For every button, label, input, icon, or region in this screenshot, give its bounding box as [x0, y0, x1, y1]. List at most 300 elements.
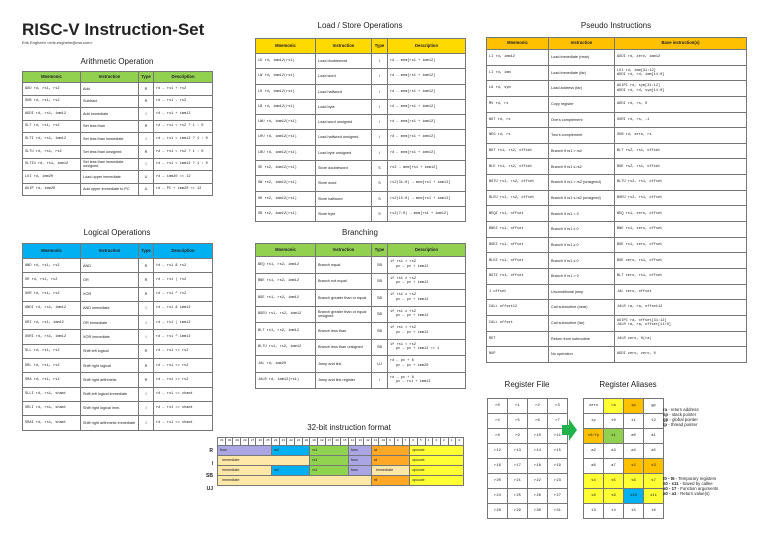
alias-row — [584, 414, 664, 429]
mnemonic-cell: AND rd, rs1, rs2 — [23, 259, 81, 273]
base-cell — [615, 237, 747, 253]
format-field: opcode — [410, 466, 464, 476]
pseudo-row — [487, 143, 747, 159]
register-cell: r19 — [548, 459, 568, 474]
alias-cell: a1 — [644, 429, 664, 444]
base-cell — [615, 143, 747, 159]
bit-number: 18 — [317, 438, 325, 446]
logical-row — [23, 359, 213, 373]
bit-number: 20 — [302, 438, 310, 446]
instruction-cell: Set less than — [81, 120, 139, 133]
alias-cell: sp — [624, 399, 644, 414]
format-field: rs2 — [271, 446, 309, 456]
branch-row — [256, 290, 466, 307]
base-line: BLTU rs2, rs1, offset — [617, 180, 663, 185]
logical-row — [23, 387, 213, 401]
description-cell: rd ← rs1 >> shamt — [154, 401, 213, 415]
format-field: rd — [371, 456, 409, 466]
bit-number: 21 — [294, 438, 302, 446]
mnemonic-cell: LA rd, sym — [487, 81, 549, 97]
mnemonic-cell: SW rs2, imm12(rs1) — [256, 176, 316, 191]
register-alias-table — [583, 398, 664, 519]
base-cell — [615, 81, 747, 97]
register-row — [488, 504, 568, 519]
bit-number: 10 — [379, 438, 387, 446]
bit-number: 11 — [371, 438, 379, 446]
instruction-cell: Shift right arithmetic — [81, 373, 139, 387]
description-cell: rd ← mem[rs1 + imm12] — [388, 99, 466, 114]
instruction-cell: Branch if rs1 ≤ 0 — [549, 253, 615, 269]
format-type-label: I — [211, 460, 213, 467]
logical-row — [23, 259, 213, 273]
type-cell: S — [372, 206, 388, 221]
description-line: if rs1 = rs2 — [390, 260, 416, 265]
instruction-cell: Load word unsigned — [316, 115, 372, 130]
register-cell: r10 — [528, 429, 548, 444]
mnemonic-cell: JAL rd, imm20 — [256, 356, 316, 373]
alias-row — [584, 459, 664, 474]
branching-title: Branching — [341, 228, 379, 237]
format-field: opcode — [410, 446, 464, 456]
arith-row — [23, 120, 213, 133]
mnemonic-cell: BGEZ rs1, offset — [487, 237, 549, 253]
author-line: Erik Engheim <erik.engheim@ma.com> — [22, 40, 93, 45]
description-cell: rd ← rs1 < rs2 ? 1 : 0 — [154, 120, 213, 133]
instruction-cell: Store byte — [316, 206, 372, 221]
type-cell: R — [139, 287, 154, 301]
logical-row — [23, 316, 213, 330]
bit-number: 24 — [271, 438, 279, 446]
col-type: Type — [139, 244, 154, 259]
instruction-cell: Store word — [316, 176, 372, 191]
register-cell: r4 — [488, 414, 508, 429]
bit-number: 8 — [394, 438, 402, 446]
base-cell — [615, 175, 747, 191]
mnemonic-cell: SRA rd, rs1, rs2 — [23, 373, 81, 387]
bit-number: 12 — [364, 438, 372, 446]
instruction-cell: Shift left logical — [81, 344, 139, 358]
base-line: BGE rs1, zero, offset — [617, 242, 663, 247]
alias-cell: a4 — [624, 444, 644, 459]
bit-number: 17 — [325, 438, 333, 446]
type-cell: SB — [372, 273, 388, 290]
logical-row — [23, 401, 213, 415]
format-field: rd — [371, 446, 409, 456]
loadstore-row — [256, 130, 466, 145]
alias-cell: s0/fp — [584, 429, 604, 444]
mnemonic-cell: BGE rs1, rs2, imm12 — [256, 290, 316, 307]
bit-number: 14 — [348, 438, 356, 446]
format-field: rs1 — [310, 446, 348, 456]
mnemonic-cell: LW rd, imm12(rs1) — [256, 69, 316, 84]
instruction-cell: Shift right logical imm. — [81, 401, 139, 415]
base-line: ADDI rd, rd, imm[11:0] — [617, 72, 665, 77]
alias-cell: s2 — [624, 459, 644, 474]
instruction-cell: Shift right logical — [81, 359, 139, 373]
alias-cell: s7 — [644, 474, 664, 489]
format-field: func — [348, 456, 371, 466]
description-cell: rd ← imm20 << 12 — [154, 171, 213, 184]
instruction-cell: One's complement — [549, 112, 615, 128]
bit-number: 2 — [440, 438, 448, 446]
description-cell: rd ← rs1 & imm12 — [154, 301, 213, 315]
description-cell: rd ← mem[rs1 + imm12] — [388, 130, 466, 145]
pseudo-row — [487, 347, 747, 363]
alias-cell: s3 — [644, 459, 664, 474]
base-line: JAL zero, offset — [617, 289, 652, 294]
type-cell: SB — [372, 339, 388, 356]
format-field: func — [348, 466, 371, 476]
description-cell: rs2(7:0) → mem[rs1 + imm12] — [388, 206, 466, 221]
bit-number: 4 — [425, 438, 433, 446]
format-type-label: SB — [206, 473, 213, 479]
description-line: pc ← pc + imm12 — [396, 330, 429, 335]
description-cell: rd ← mem[rs1 + imm12] — [388, 145, 466, 160]
description-cell: rd ← rs1 << shamt — [154, 387, 213, 401]
instruction-cell: Branch less than — [316, 323, 372, 340]
mnemonic-cell: BNEZ rs1, offset — [487, 222, 549, 238]
col-instruction: Instruction — [316, 244, 372, 257]
instruction-cell: Branch if rs1 ≠ 0 — [549, 222, 615, 238]
instruction-cell: Set less than immediate unsigned — [81, 158, 139, 171]
pseudo-row — [487, 284, 747, 300]
description-line: pc ← pc + imm12 << 1 — [396, 347, 440, 352]
base-line: BNE rs1, zero, offset — [617, 227, 663, 232]
register-cell: r27 — [548, 489, 568, 504]
mnemonic-cell: SRLI rd, rs1, shamt — [23, 401, 81, 415]
col-instruction: Instruction — [316, 39, 372, 54]
type-cell: I — [139, 330, 154, 344]
description-line: pc ← pc + imm12 — [396, 264, 429, 269]
instruction-cell: Load doubleword — [316, 54, 372, 69]
instruction-cell: AND immediate — [81, 301, 139, 315]
base-line: BLT rs2, rs1, offset — [617, 149, 661, 154]
register-cell: r1 — [508, 399, 528, 414]
mnemonic-cell: SRAI rd, rs1, shamt — [23, 416, 81, 430]
mnemonic-cell: BEQZ rs1, offset — [487, 206, 549, 222]
type-cell: I — [139, 108, 154, 121]
instruction-cell: Add immediate — [81, 108, 139, 121]
pseudo-row — [487, 175, 747, 191]
mnemonic-cell: AUIP rd, imm20 — [23, 183, 81, 196]
type-cell: I — [139, 301, 154, 315]
format-field: func — [218, 446, 272, 456]
bit-number: 1 — [448, 438, 456, 446]
base-line: AUIPC ra, offset[31:12] — [617, 318, 667, 323]
bit-number: 16 — [333, 438, 341, 446]
col-description: Description — [388, 39, 466, 54]
logical-table — [22, 243, 213, 431]
instruction-cell: XOR — [81, 287, 139, 301]
base-line: ADDI rd, zero, imm12 — [617, 55, 661, 60]
description-cell: rs2(15:0) → mem[rs1 + imm12] — [388, 191, 466, 206]
alias-cell: a6 — [584, 459, 604, 474]
mnemonic-cell: SLT rd, rs1, rs2 — [23, 120, 81, 133]
mnemonic-cell: RET — [487, 331, 549, 347]
description-cell: rd ← rs1 >> rs2 — [154, 373, 213, 387]
instruction-cell: Shift right arithmetic immediate — [81, 416, 139, 430]
arith-title: Arithmetic Operation — [80, 57, 154, 66]
pseudo-row — [487, 190, 747, 206]
base-cell — [615, 190, 747, 206]
mnemonic-cell: LH rd, imm12(rs1) — [256, 84, 316, 99]
description-cell: rd ← mem[rs1 + imm12] — [388, 54, 466, 69]
loadstore-row — [256, 161, 466, 176]
description-cell — [388, 323, 466, 340]
instruction-cell: No operation — [549, 347, 615, 363]
register-row — [488, 399, 568, 414]
description-cell — [388, 290, 466, 307]
pseudo-row — [487, 315, 747, 331]
alias-cell: gp — [644, 399, 664, 414]
base-cell — [615, 315, 747, 331]
register-cell: r28 — [488, 504, 508, 519]
instruction-cell: Set less than immediate — [81, 133, 139, 146]
register-row — [488, 459, 568, 474]
type-cell: SB — [372, 290, 388, 307]
register-cell: r9 — [508, 429, 528, 444]
base-line: JALR ra, ra, offset12 — [617, 305, 663, 310]
bit-number: 15 — [341, 438, 349, 446]
alias-row — [584, 504, 664, 519]
register-row — [488, 429, 568, 444]
bit-number: 26 — [256, 438, 264, 446]
format-row — [218, 476, 464, 486]
description-cell — [388, 257, 466, 274]
alias-cell: s9 — [604, 489, 624, 504]
description-cell: rd ← rs1 < imm12 ? 1 : 0 — [154, 133, 213, 146]
loadstore-row — [256, 115, 466, 130]
mnemonic-cell: BLT rs1, rs2, imm12 — [256, 323, 316, 340]
description-cell: rd ← rs1 >> shamt — [154, 416, 213, 430]
mnemonic-cell: LUI rd, imm20 — [23, 171, 81, 184]
description-line: pc ← pc + imm20 — [396, 363, 429, 368]
description-line: if rs1 < rs2 — [390, 342, 416, 347]
mnemonic-cell: SRL rd, rs1, rs2 — [23, 359, 81, 373]
mnemonic-cell: XOR rd, rs1, rs2 — [23, 287, 81, 301]
branch-row — [256, 273, 466, 290]
mnemonic-cell: ORI rd, rs1, imm12 — [23, 316, 81, 330]
alias-cell: s8 — [584, 489, 604, 504]
arrow-right-icon — [562, 418, 578, 442]
pseudo-row — [487, 81, 747, 97]
instruction-cell: Load word — [316, 69, 372, 84]
pseudo-row — [487, 268, 747, 284]
bit-number: 23 — [279, 438, 287, 446]
mnemonic-cell: NEG rd, rs — [487, 128, 549, 144]
mnemonic-cell: ADDI rd, rs1, imm12 — [23, 108, 81, 121]
type-cell: R — [139, 344, 154, 358]
instruction-cell: AND — [81, 259, 139, 273]
instruction-cell: Branch equal — [316, 257, 372, 274]
pseudo-row — [487, 159, 747, 175]
col-mnemonic: Mnemonic — [256, 39, 316, 54]
mnemonic-cell: OR rd, rs1, rs2 — [23, 273, 81, 287]
instruction-cell: OR — [81, 273, 139, 287]
type-cell: SB — [372, 257, 388, 274]
register-row — [488, 489, 568, 504]
mnemonic-cell: SLTU rd, rs1, rs2 — [23, 145, 81, 158]
base-cell — [615, 128, 747, 144]
instruction-cell: Store doubleword — [316, 161, 372, 176]
instruction-cell: Jump and link register — [316, 372, 372, 389]
type-cell: U — [139, 183, 154, 196]
legend-s: s0 - s11 - Saved by callee — [663, 481, 713, 486]
col-instruction: Instruction — [549, 38, 615, 50]
type-cell: S — [372, 191, 388, 206]
alias-cell: s1 — [604, 429, 624, 444]
register-cell: r13 — [508, 444, 528, 459]
instruction-cell: Load byte — [316, 99, 372, 114]
register-cell: r25 — [508, 489, 528, 504]
pseudo-row — [487, 237, 747, 253]
alias-row — [584, 429, 664, 444]
alias-row — [584, 444, 664, 459]
mnemonic-cell: CALL offset — [487, 315, 549, 331]
alias-cell: t6 — [644, 504, 664, 519]
instruction-cell: Call subroutine (near) — [549, 300, 615, 316]
bit-number: 13 — [356, 438, 364, 446]
type-cell: UJ — [372, 356, 388, 373]
base-line: ADDI zero, zero, 0 — [617, 352, 656, 357]
mnemonic-cell: SD rs2, imm12(rs1) — [256, 161, 316, 176]
description-cell: rd ← rs1 & rs2 — [154, 259, 213, 273]
mnemonic-cell: SUB rd, rs1, rs2 — [23, 95, 81, 108]
bit-number: 31 — [218, 438, 226, 446]
format-type-label: UJ — [206, 485, 213, 492]
col-type: Type — [139, 72, 154, 83]
logical-row — [23, 373, 213, 387]
logical-row — [23, 287, 213, 301]
description-cell: rd ← rs1 - rs2 — [154, 95, 213, 108]
base-line: JALR ra, ra, offset[11:0] — [617, 323, 671, 328]
col-mnemonic: Mnemonic — [23, 244, 81, 259]
mnemonic-cell: SLTIU rd, rs1, imm12 — [23, 158, 81, 171]
legend-a: a0 - 17 - Function arguments — [663, 486, 719, 491]
description-cell: rd ← rs1 + rs2 — [154, 83, 213, 96]
base-line: LUI rd, imm[31:12] — [617, 68, 656, 73]
alias-cell: tp — [584, 414, 604, 429]
instruction-cell: Two's complement — [549, 128, 615, 144]
instruction-cell: Branch if rs1 > 0 — [549, 268, 615, 284]
alias-cell: a5 — [644, 444, 664, 459]
register-cell: r21 — [508, 474, 528, 489]
instruction-cell: Branch if rs1 = 0 — [549, 206, 615, 222]
arith-table — [22, 71, 213, 196]
format-field: func — [348, 446, 371, 456]
loadstore-row — [256, 145, 466, 160]
logical-row — [23, 416, 213, 430]
description-cell: rd ← rs1 < rs2 ? 1 : 0 — [154, 145, 213, 158]
type-cell: R — [139, 273, 154, 287]
alias-cell: a2 — [584, 444, 604, 459]
type-cell: I — [372, 84, 388, 99]
type-cell: U — [139, 171, 154, 184]
logical-row — [23, 330, 213, 344]
pseudo-title: Pseudo Instructions — [580, 21, 652, 30]
description-line: pc ← pc + imm12 — [396, 281, 429, 286]
format-field: immediate — [218, 466, 272, 476]
description-cell: rs2(31:0) → mem[rs1 + imm12] — [388, 176, 466, 191]
description-cell — [388, 339, 466, 356]
arith-row — [23, 183, 213, 196]
format-field: rs1 — [310, 466, 348, 476]
instruction-cell: Shift left logical immediate — [81, 387, 139, 401]
bit-number: 22 — [287, 438, 295, 446]
instruction-cell: Load upper immediate — [81, 171, 139, 184]
legend-gp: gp - global pointer — [663, 417, 698, 422]
pseudo-row — [487, 331, 747, 347]
bit-number: 28 — [241, 438, 249, 446]
type-cell: I — [139, 416, 154, 430]
mnemonic-cell: LI rd, imm — [487, 65, 549, 81]
base-line: ADDI rd, rd, sym[11:0] — [617, 88, 665, 93]
mnemonic-cell: BGT rs1, rs2, offset — [487, 143, 549, 159]
instruction-cell: Branch not equal — [316, 273, 372, 290]
base-line: BEQ rs1, zero, offset — [617, 211, 663, 216]
bit-number: 6 — [410, 438, 418, 446]
type-cell: R — [139, 145, 154, 158]
instruction-cell: OR immediate — [81, 316, 139, 330]
arith-row — [23, 158, 213, 171]
instruction-cell: Branch less than unsigned — [316, 339, 372, 356]
branch-row — [256, 306, 466, 323]
register-cell: r2 — [528, 399, 548, 414]
format-row — [218, 456, 464, 466]
mnemonic-cell: BGTU rs1, rs2, offset — [487, 175, 549, 191]
description-line: if rs1 ≥ rs2 — [390, 309, 416, 314]
col-description: Description — [388, 244, 466, 257]
register-cell: r8 — [488, 429, 508, 444]
loadstore-row — [256, 206, 466, 221]
legend-t: t0 - t6 - Temporary registers — [663, 476, 717, 481]
pseudo-row — [487, 65, 747, 81]
register-row — [488, 444, 568, 459]
description-line: if rs1 ≥ rs2 — [390, 293, 416, 298]
bit-number: 25 — [264, 438, 272, 446]
description-line: if rs1 ≠ rs2 — [390, 276, 416, 281]
arith-row — [23, 108, 213, 121]
mnemonic-cell: BLEU rs1, rs2, offset — [487, 190, 549, 206]
type-cell: R — [139, 83, 154, 96]
branch-row — [256, 323, 466, 340]
type-cell: R — [139, 95, 154, 108]
base-cell — [615, 268, 747, 284]
description-line: if rs1 < rs2 — [390, 326, 416, 331]
register-cell: r23 — [548, 474, 568, 489]
alias-cell: t3 — [584, 504, 604, 519]
mnemonic-cell: LHU rd, imm12(rs1) — [256, 130, 316, 145]
logical-row — [23, 273, 213, 287]
pseudo-table — [486, 37, 747, 363]
col-type: Type — [372, 244, 388, 257]
mnemonic-cell: ADD rd, rs1, rs2 — [23, 83, 81, 96]
register-cell: r26 — [528, 489, 548, 504]
instruction-cell: Jump and link — [316, 356, 372, 373]
description-cell: rd ← rs1 ^ imm12 — [154, 330, 213, 344]
bit-number: 3 — [433, 438, 441, 446]
alias-legend-bottom — [663, 476, 718, 496]
type-cell: I — [139, 316, 154, 330]
base-line: JALR zero, 0(ra) — [617, 336, 652, 341]
mnemonic-cell: BGEU rs1, rs2, imm12 — [256, 306, 316, 323]
format-field: rs2 — [271, 466, 309, 476]
format-field: opcode — [410, 476, 464, 486]
type-cell: R — [139, 359, 154, 373]
mnemonic-cell: NOP — [487, 347, 549, 363]
type-cell: I — [139, 401, 154, 415]
regalias-title: Register Aliases — [599, 380, 657, 389]
